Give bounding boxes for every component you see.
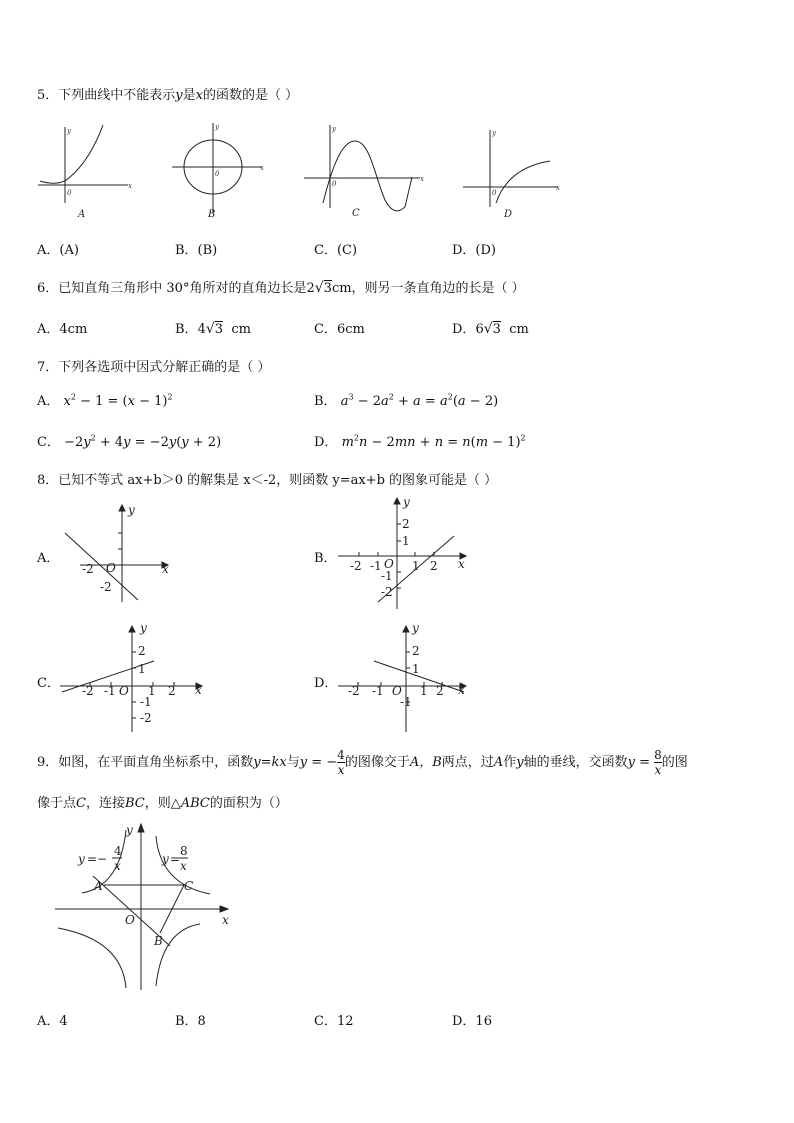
svg-text:2: 2: [402, 517, 410, 531]
svg-text:-1: -1: [381, 569, 393, 583]
svg-text:-1: -1: [370, 559, 382, 573]
svg-text:-2: -2: [82, 562, 94, 576]
q9-line2-end: 的面积为（）: [209, 796, 288, 811]
q9-stem-line1: 9．如图，在平面直角坐标系中，函数y=kx与y = − $\frac{4}{x}$ 的图像交于A，B两点，过A作y轴的垂线，交函数y = $\frac{8}{x}$ 的图: [37, 748, 688, 777]
q5-graph-b: [172, 123, 262, 213]
q9-fig-eq-8x-sign: =: [170, 852, 181, 866]
q8-a-x-label: x: [162, 562, 169, 576]
q6-option-a[interactable]: A．4cm: [37, 322, 88, 337]
svg-text:-1: -1: [140, 695, 152, 709]
q5-stem-suffix: 的函数的是（ ）: [203, 88, 299, 103]
q9-option-b[interactable]: B．8: [175, 1014, 206, 1029]
q7-option-c-expr: $-2y^2 + 4y = -2y(y + 2)$: [64, 433, 222, 450]
q6-stem: [37, 277, 525, 296]
svg-text:-2: -2: [82, 684, 94, 698]
q6-option-d-sqrt: √: [483, 321, 493, 337]
svg-text:2: 2: [412, 644, 420, 658]
svg-text:-1: -1: [372, 684, 384, 698]
q5-d-x-label: x: [556, 184, 560, 192]
svg-text:1: 1: [412, 662, 420, 676]
q6-stem-unit: cm，则另一条直角边的长是（ ）: [331, 281, 525, 296]
q8-d-x-label: x: [458, 683, 465, 697]
q6-sqrt-sign: √: [314, 280, 324, 296]
q8-b-y-label: y: [403, 495, 410, 509]
q9-option-c[interactable]: C．12: [314, 1014, 354, 1029]
svg-text:-2: -2: [381, 585, 393, 599]
q5-c-y-label: y: [332, 125, 336, 133]
q5-fig-label-c: C: [352, 208, 360, 219]
q9-line1-mid4: 轴的垂线，交函数: [523, 755, 628, 770]
q9-option-d[interactable]: D．16: [452, 1014, 492, 1029]
q9-fig-label-b: B: [154, 934, 163, 948]
q9-line2-mid2: ，则△: [144, 796, 181, 811]
q6-option-b-unit: cm: [231, 322, 251, 337]
q7-stem: 7．下列各选项中因式分解正确的是（ ）: [37, 360, 271, 375]
q5-graph-c: [304, 125, 420, 211]
q6-option-b[interactable]: [175, 318, 251, 337]
q9-fig-eq-8x-num: 8: [180, 844, 188, 858]
q6-option-b-sqrt: √: [205, 321, 215, 337]
q6-option-b-label: B．: [175, 322, 198, 337]
q9-y-axis-text: y: [516, 755, 524, 770]
q9-line1-mid3: 作: [503, 755, 517, 770]
q5-graph-d: [463, 130, 558, 207]
q5-b-origin: 0: [215, 170, 220, 178]
q5-figures: [30, 115, 590, 230]
q8-stem: 8．已知不等式 ax+b＞0 的解集是 x＜-2，则函数 y=ax+b 的图象可能是（ ）: [37, 473, 498, 488]
q6-stem-prefix: 6．已知直角三角形中 30°角所对的直角边长是: [37, 281, 307, 296]
svg-text:-2: -2: [140, 711, 152, 725]
q6-option-d-coef: 6: [475, 322, 484, 337]
q9-segment-bc-text: BC: [124, 796, 145, 811]
q6-option-d-radicand: 3: [492, 322, 501, 337]
q9-func-8x: y: [627, 755, 635, 770]
q9-func-neg4x: y: [299, 755, 308, 770]
q8-option-c-label[interactable]: C．: [37, 676, 60, 691]
q9-point-a-text: A: [493, 755, 504, 770]
q5-a-x-label: x: [128, 182, 132, 190]
q9-fig-eq-neg4x-y: y: [78, 852, 85, 866]
q8-b-x-label: x: [458, 557, 465, 571]
q5-var-y: y: [175, 88, 183, 103]
q9-fig-eq-neg4x-sign: =−: [87, 852, 108, 866]
q9-fig-label-c: C: [184, 879, 194, 893]
q9-line2-mid: ，连接: [85, 796, 125, 811]
q8-c-y-label: y: [140, 621, 147, 635]
q5-d-origin: 0: [492, 189, 497, 197]
q7-option-b-label: B．: [314, 394, 337, 409]
q8-c-origin: O: [119, 684, 129, 698]
svg-text:1: 1: [412, 559, 420, 573]
q6-coef: 2: [306, 281, 315, 296]
svg-text:-2: -2: [100, 580, 112, 594]
svg-text:2: 2: [430, 559, 438, 573]
svg-text:-1: -1: [400, 695, 412, 709]
q7-option-c-label: C．: [37, 435, 60, 450]
svg-text:-1: -1: [104, 684, 116, 698]
q9-fig-eq-8x-den: x: [180, 859, 187, 873]
q8-a-y-label: y: [128, 503, 135, 517]
q7-option-a-label: A．: [37, 394, 60, 409]
q8-a-origin: O: [106, 561, 116, 575]
q9-frac-4x: $\frac{4}{x}$: [337, 748, 345, 777]
q6-option-b-radicand: 3: [214, 322, 224, 337]
q5-option-a[interactable]: A．(A): [37, 243, 79, 258]
q6-option-d-unit: cm: [509, 322, 529, 337]
q6-option-d[interactable]: [452, 318, 529, 337]
q5-stem-prefix: 5．下列曲线中不能表示: [37, 88, 176, 103]
svg-text:1: 1: [402, 534, 410, 548]
q9-points-ab: A，B: [409, 755, 442, 770]
q5-var-x: x: [195, 88, 203, 103]
svg-text:2: 2: [138, 644, 146, 658]
q5-b-y-label: y: [215, 123, 219, 131]
q7-option-b[interactable]: [314, 390, 498, 409]
q5-a-origin: 0: [67, 189, 72, 197]
q5-option-c[interactable]: C．(C): [314, 243, 358, 258]
q5-option-b[interactable]: B．(B): [175, 243, 218, 258]
q8-graph-b[interactable]: [336, 494, 476, 612]
q8-graph-c[interactable]: [60, 620, 210, 735]
svg-text:1: 1: [138, 662, 146, 676]
q5-stem-mid: 是: [182, 88, 196, 103]
q9-func-kx: y=kx: [253, 755, 287, 770]
q5-stem: [37, 84, 298, 103]
q7-option-a[interactable]: [37, 390, 173, 409]
q8-option-b-label[interactable]: B．: [314, 551, 337, 566]
q9-line1-after: 的图像交于: [344, 755, 410, 770]
q9-line1-mid: 与: [286, 755, 300, 770]
q6-option-c[interactable]: C．6cm: [314, 322, 365, 337]
q9-option-a[interactable]: A．4: [37, 1014, 68, 1029]
q5-graph-a: [38, 125, 128, 203]
q7-option-d[interactable]: [314, 431, 526, 450]
svg-text:2: 2: [436, 684, 444, 698]
q9-point-c-text: C: [76, 796, 86, 811]
q7-option-a-expr: $x^2 - 1 = (x - 1)^2$: [63, 392, 173, 409]
q5-option-d[interactable]: D．(D): [452, 243, 496, 258]
q9-fig-y-label: y: [126, 823, 133, 837]
svg-text:-2: -2: [348, 684, 360, 698]
q9-line1-mid2: 两点，过: [441, 755, 494, 770]
q5-fig-label-a: A: [78, 209, 86, 220]
q6-radicand: 3: [323, 281, 332, 296]
q8-b-origin: O: [384, 557, 394, 571]
q8-d-origin: O: [392, 684, 402, 698]
q9-stem-line2: [37, 792, 288, 811]
q9-fig-eq-neg4x-num: 4: [114, 844, 122, 858]
q9-fig-origin: O: [125, 913, 135, 927]
q8-c-x-label: x: [195, 683, 202, 697]
q7-option-b-expr: $a^3 - 2a^2 + a = a^2(a - 2)$: [340, 392, 499, 409]
svg-text:2: 2: [168, 684, 176, 698]
q8-d-y-label: y: [412, 621, 419, 635]
q7-option-d-label: D．: [314, 435, 338, 450]
q7-option-c[interactable]: [37, 431, 221, 450]
q9-triangle-abc-text: ABC: [180, 796, 210, 811]
q9-fig-x-label: x: [222, 913, 229, 927]
q8-option-d-label[interactable]: D．: [314, 676, 338, 691]
svg-text:-2: -2: [350, 559, 362, 573]
q9-line2-prefix: 像于点: [37, 796, 77, 811]
q5-fig-label-d: D: [504, 209, 513, 220]
q9-curve-8x-lower: [58, 928, 126, 988]
svg-text:1: 1: [420, 684, 428, 698]
svg-text:1: 1: [148, 684, 156, 698]
q9-fig-eq-neg4x-den: x: [114, 859, 121, 873]
q5-fig-label-b: B: [208, 209, 216, 220]
q9-fig-label-a: A: [94, 879, 103, 893]
q5-c-x-label: x: [420, 175, 424, 183]
q9-line1-end: 的图: [661, 755, 688, 770]
q8-option-a-label[interactable]: A．: [37, 551, 60, 566]
q9-frac-8x: $\frac{8}{x}$: [654, 748, 662, 777]
q9-fig-eq-8x-y: y: [162, 852, 169, 866]
q8-graph-a[interactable]: [60, 497, 190, 607]
q5-b-x-label: x: [260, 164, 264, 172]
q9-figure: [50, 818, 240, 993]
q5-c-origin: 0: [332, 180, 337, 188]
q5-a-y-label: y: [67, 127, 71, 135]
q7-option-d-expr: $m^2n - 2mn + n = n(m - 1)^2$: [341, 433, 526, 450]
q8-graph-d[interactable]: [336, 620, 476, 735]
q9-line1-prefix: 9．如图，在平面直角坐标系中，函数: [37, 755, 254, 770]
q6-option-d-label: D．: [452, 322, 476, 337]
q5-d-y-label: y: [492, 129, 496, 137]
q6-option-b-coef: 4: [197, 322, 206, 337]
